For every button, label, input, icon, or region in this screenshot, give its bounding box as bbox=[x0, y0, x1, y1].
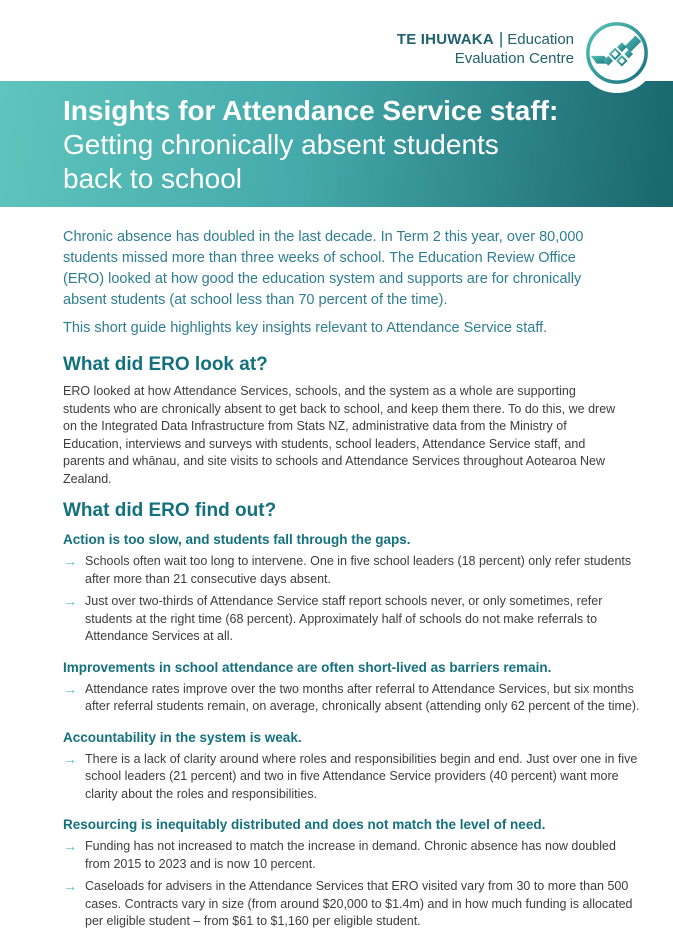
title-line-1: Insights for Attendance Service staff: bbox=[63, 95, 559, 126]
arrow-bullet-icon: → bbox=[63, 593, 77, 609]
finding-accountability bbox=[63, 729, 643, 804]
title-banner bbox=[0, 81, 673, 207]
title-line-2: Getting chronically absent students bbox=[63, 129, 499, 160]
page-content bbox=[63, 207, 643, 931]
bullet-text: There is a lack of clarity around where roles and responsibilities begin and end. Just over one in five school leaders (21 percent) and two in five Attendance Service providers (40 percent) want more clarity about the roles and responsibilities. bbox=[85, 751, 638, 801]
logo-separator: | bbox=[498, 29, 504, 48]
bullet-text: Caseloads for advisers in the Attendance Services that ERO visited vary from 30 to more than 500 cases. Contracts vary in size (from around $20,000 to $1.4m) and in how much funding is allocated per eligible student – from $61 to $1,160 per eligible student. bbox=[85, 879, 633, 928]
arrow-bullet-icon: → bbox=[63, 838, 77, 854]
bullet-text: Attendance rates improve over the two months after referral to Attendance Services, but six months after referral students remain, on average, chronically absent (attending only 62 percent of the time). bbox=[85, 681, 640, 713]
finding-improvements bbox=[63, 659, 643, 716]
section-heading-look: What did ERO look at? bbox=[63, 354, 268, 375]
finding-resourcing bbox=[63, 816, 643, 931]
list-item bbox=[63, 593, 643, 646]
section-look-body: ERO looked at how Attendance Services, schools, and the system as a whole are supporting students who are chronically absent to get back to school, and keep them there. To do this, we drew on the Integrated Data Infrastructure from Stats NZ, administrative data from the Ministry of Education, interviews and surveys with students, school leaders, Attendance Service staff, and parents and whānau, and site visits to schools and Attendance Services throughout Aotearoa New Zealand. bbox=[63, 384, 616, 486]
section-heading-find: What did ERO find out? bbox=[63, 500, 277, 521]
logo-dept-line2: Evaluation Centre bbox=[454, 50, 574, 67]
list-item bbox=[63, 553, 643, 588]
arrow-bullet-icon: → bbox=[63, 878, 77, 894]
title-line-3: back to school bbox=[63, 163, 242, 194]
logo-org-name: TE IHUWAKA bbox=[396, 31, 494, 48]
te-ihuwaka-logo-icon bbox=[577, 13, 657, 93]
list-item bbox=[63, 838, 643, 873]
logo-line-1 bbox=[397, 29, 574, 49]
intro-paragraph-1: Chronic absence has doubled in the last decade. In Term 2 this year, over 80,000 students missed more than three weeks of school. The Education Review Office (ERO) looked at how good the education system and supports are for chronically absent students (at school less than 70 percent of the time). bbox=[63, 229, 584, 308]
document-title bbox=[0, 81, 673, 196]
intro-paragraph-2: This short guide highlights key insights relevant to Attendance Service staff. bbox=[63, 320, 548, 336]
arrow-bullet-icon: → bbox=[63, 553, 77, 569]
arrow-bullet-icon: → bbox=[63, 750, 77, 767]
list-item bbox=[63, 681, 643, 716]
finding-subheading: Action is too slow, and students fall through the gaps. bbox=[63, 532, 411, 547]
finding-subheading: Resourcing is inequitably distributed and does not match the level of need. bbox=[63, 817, 546, 832]
list-item bbox=[63, 878, 643, 931]
finding-subheading: Improvements in school attendance are often short-lived as barriers remain. bbox=[63, 659, 552, 675]
logo-dept-line1: Education bbox=[507, 31, 574, 48]
finding-subheading: Accountability in the system is weak. bbox=[63, 729, 302, 745]
bullet-text: Just over two-thirds of Attendance Service staff report schools never, or only sometimes, refer students at the right time (68 percent). Approximately half of schools do not make referrals to Attendance Services at all. bbox=[85, 594, 603, 643]
finding-action bbox=[63, 531, 643, 646]
arrow-bullet-icon: → bbox=[63, 680, 77, 697]
logo-mark-svg bbox=[584, 20, 650, 86]
logo-wordmark bbox=[397, 29, 574, 68]
bullet-text: Schools often wait too long to intervene. One in five school leaders (18 percent) only refer students after more than 21 consecutive days absent. bbox=[85, 554, 632, 586]
bullet-text: Funding has not increased to match the increase in demand. Chronic absence has now doubled from 2015 to 2023 and is now 10 percent. bbox=[85, 839, 616, 871]
list-item bbox=[63, 751, 643, 804]
